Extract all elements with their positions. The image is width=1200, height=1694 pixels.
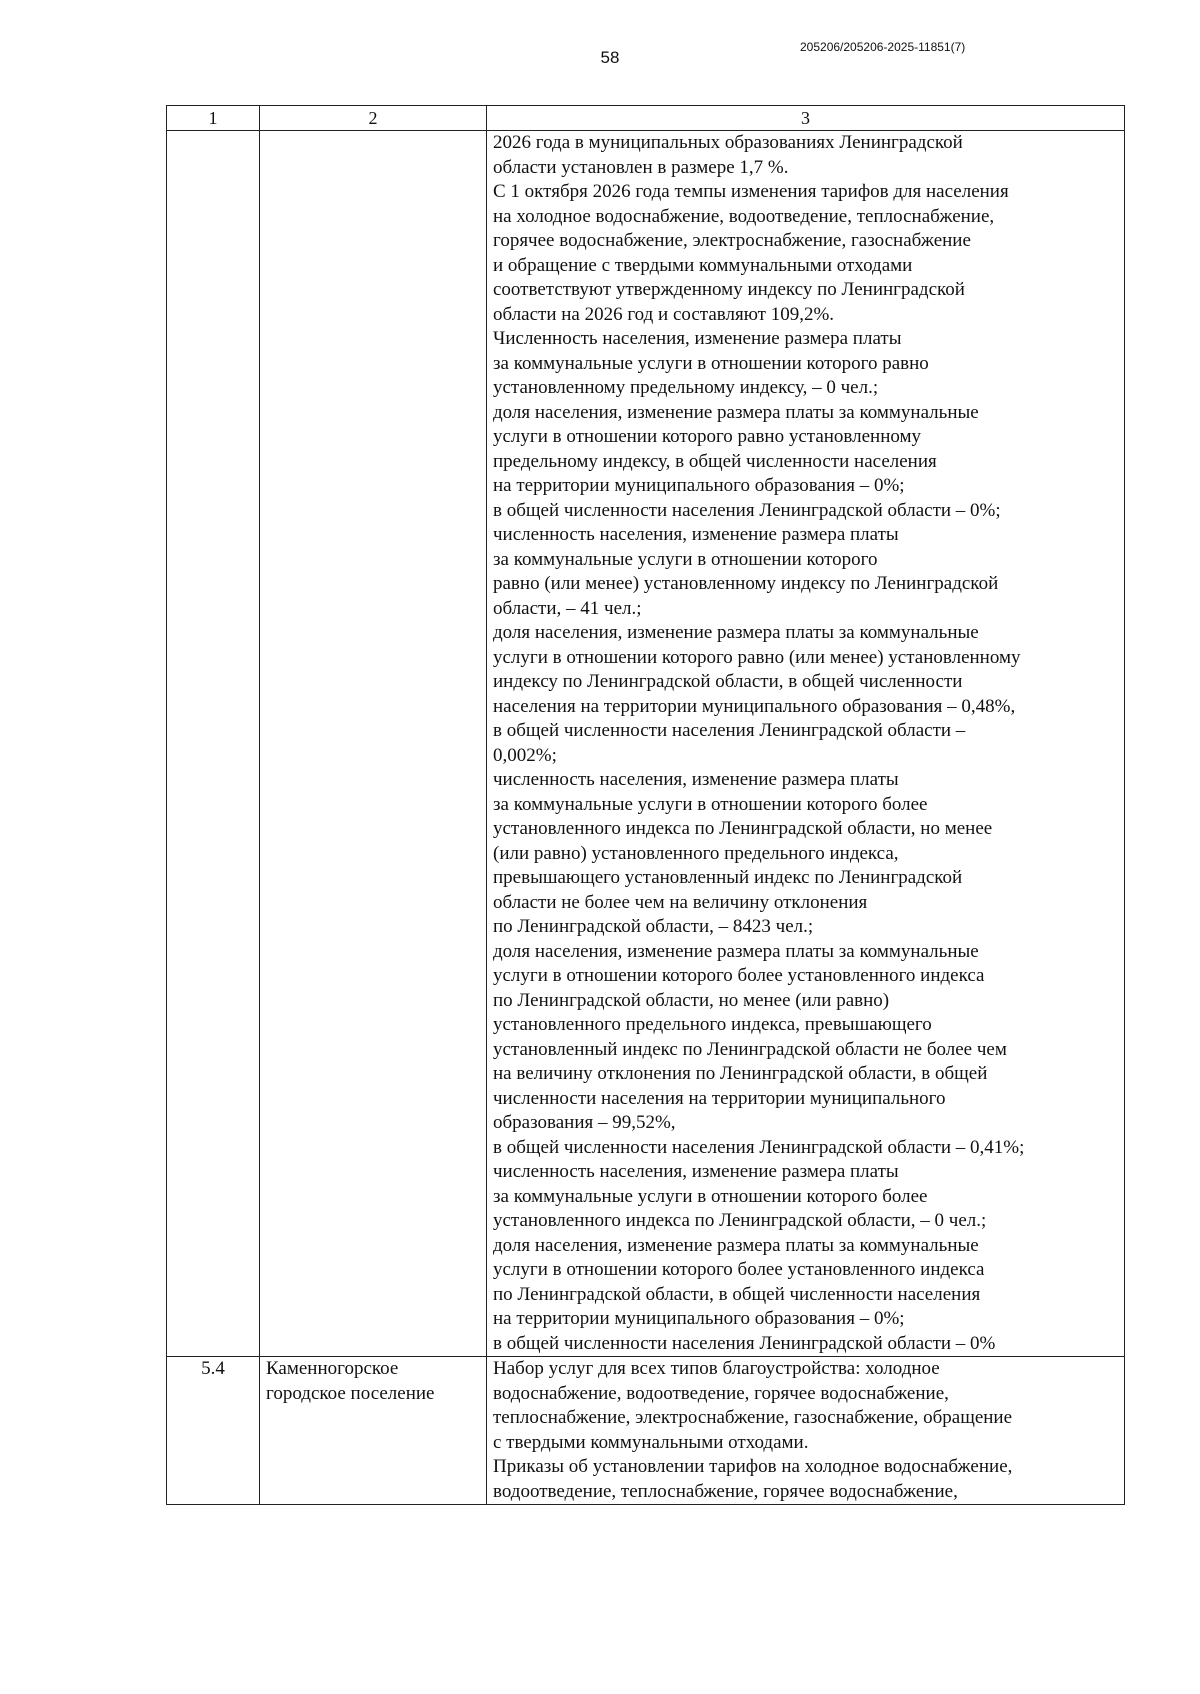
text-line: предельному индексу, в общей численности населения [493,450,937,472]
text-line: с твердыми коммунальными отходами. [493,1431,809,1453]
text-line: установленного индекса по Ленинградской области, – 0 чел.; [493,1210,987,1231]
text-line: по Ленинградской области, но менее (или равно) [493,989,890,1011]
text-line: услуги в отношении которого более установленного индекса [493,1259,985,1280]
row-number-cell: 5.4 [167,1357,260,1505]
text-line: на территории муниципального образования – 0%; [493,1308,905,1329]
text-line: области не более чем на величину отклонения [493,891,868,913]
text-line: в общей численности населения Ленинградской области – 0% [493,1332,996,1354]
text-line: по Ленинградской области, – 8423 чел.; [493,916,814,937]
text-line: установленного предельного индекса, превышающего [493,1014,932,1035]
table-header-row [167,106,1125,131]
text-line: образования – 99,52%, [493,1112,676,1133]
text-line: равно (или менее) установленному индексу по Ленинградской [493,573,999,594]
text-line: водоснабжение, водоотведение, горячее водоснабжение, [493,1382,949,1404]
text-line: в общей численности населения Ленинградской области – [493,720,966,741]
municipality-name-cell [260,131,487,1357]
text-line: численность населения, изменение размера платы [493,769,899,790]
text-line: и обращение с твердыми коммунальными отходами [493,254,913,276]
text-line: на территории муниципального образования – 0%; [493,475,905,496]
text-line: теплоснабжение, электроснабжение, газоснабжение, обращение [493,1407,1013,1428]
text-line: доля населения, изменение размера платы за коммунальные [493,940,979,962]
text-line: на величину отклонения по Ленинградской области, в общей [493,1063,988,1084]
text-line: за коммунальные услуги в отношении которого более [493,793,928,815]
text-line: доля населения, изменение размера платы за коммунальные [493,622,979,643]
municipality-name-cell [260,1357,487,1505]
text-line: области установлен в размере 1,7 %. [493,156,789,178]
row-number-cell [167,131,260,1357]
text-line: Численность населения, изменение размера платы [493,328,902,349]
text-line: услуги в отношении которого более установленного индекса [493,965,985,986]
column-header: 3 [487,106,1125,131]
text-line: соответствуют утвержденному индексу по Ленинградской [493,279,965,300]
text-line: установленный индекс по Ленинградской области не более чем [493,1038,1007,1060]
text-line: индексу по Ленинградской области, в общей численности [493,671,963,692]
text-line: на холодное водоснабжение, водоотведение, теплоснабжение, [493,205,995,227]
text-line: численность населения, изменение размера платы [493,524,899,545]
text-line: услуги в отношении которого равно установленному [493,426,922,447]
text-line: услуги в отношении которого равно (или менее) установленному [493,646,1021,668]
text-line: в общей численности населения Ленинградской области – 0,41%; [493,1136,1025,1158]
text-line: (или равно) установленного предельного индекса, [493,842,899,864]
text-line: области на 2026 год и составляют 109,2%. [493,303,835,325]
page-number: 58 [600,48,620,67]
text-line: установленному предельному индексу, – 0 чел.; [493,377,879,398]
table-row [167,1357,1125,1505]
text-line: численности населения на территории муниципального [493,1087,946,1109]
text-line: городское поселение [266,1382,435,1404]
text-line: С 1 октября 2026 года темпы изменения тарифов для населения [493,181,1009,202]
text-line: Каменногорское [266,1358,399,1379]
text-line: горячее водоснабжение, электроснабжение, газоснабжение [493,230,971,251]
document-code: 205206/205206-2025-11851(7) [800,40,966,54]
text-line: доля населения, изменение размера платы за коммунальные [493,401,979,423]
text-line: за коммунальные услуги в отношении которого более [493,1185,928,1207]
text-line: за коммунальные услуги в отношении которого равно [493,352,929,374]
text-line: по Ленинградской области, в общей численности населения [493,1283,981,1305]
column-header: 1 [167,106,260,131]
text-line: населения на территории муниципального образования – 0,48%, [493,695,1016,717]
text-line: области, – 41 чел.; [493,597,642,619]
text-line: водоотведение, теплоснабжение, горячее водоснабжение, [493,1480,958,1502]
tariff-table [166,105,1125,1505]
text-line: численность населения, изменение размера платы [493,1161,899,1182]
table-row [167,131,1125,1357]
text-line: доля населения, изменение размера платы за коммунальные [493,1234,979,1256]
text-line: Набор услуг для всех типов благоустройства: холодное [493,1358,940,1379]
text-line: Приказы об установлении тарифов на холодное водоснабжение, [493,1456,1013,1477]
text-line: 0,002%; [493,744,557,766]
description-cell [487,131,1125,1357]
text-line: 2026 года в муниципальных образованиях Ленинградской [493,132,963,153]
text-line: установленного индекса по Ленинградской области, но менее [493,818,993,839]
column-header: 2 [260,106,487,131]
text-line: превышающего установленный индекс по Ленинградской [493,867,963,888]
text-line: в общей численности населения Ленинградской области – 0%; [493,499,1001,521]
text-line: за коммунальные услуги в отношении которого [493,548,878,570]
description-cell [487,1357,1125,1505]
